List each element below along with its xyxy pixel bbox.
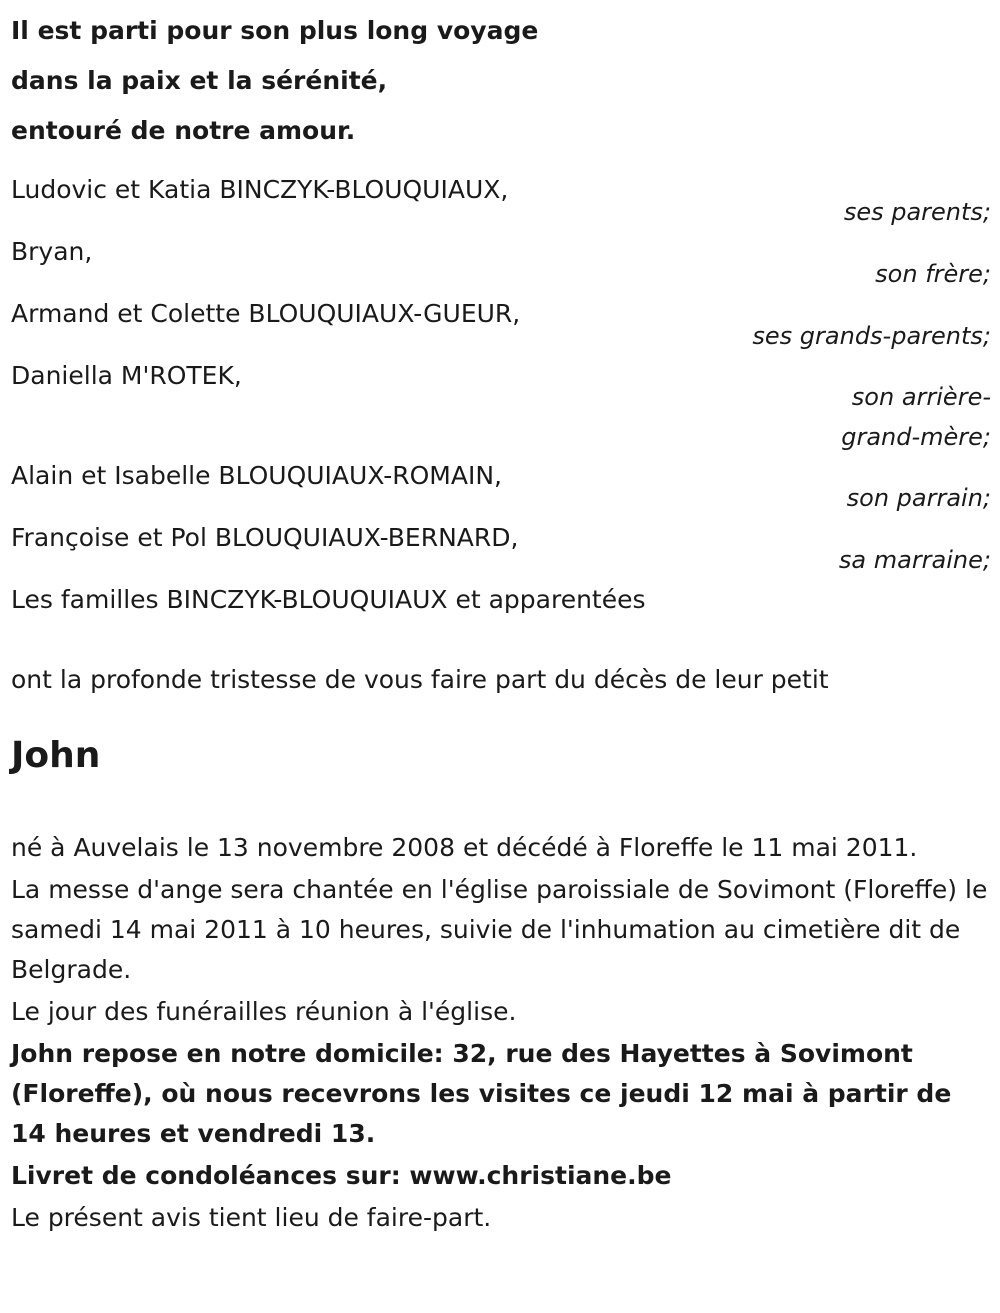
family-member	[11, 169, 991, 233]
family-member-role: sa marraine;	[838, 546, 991, 574]
funeral-details	[11, 828, 991, 1238]
deceased-name: John	[11, 735, 101, 776]
family-member	[11, 517, 991, 581]
family-member	[11, 355, 991, 457]
family-member-role-line: son arrière-	[851, 383, 991, 411]
extended-families: Les familles BINCZYK-BLOUQUIAUX et apparentées	[11, 585, 646, 614]
obituary-notice	[11, 0, 991, 1240]
announcement: ont la profonde tristesse de vous faire part du décès de leur petit	[11, 665, 829, 694]
family-member-name: Armand et Colette BLOUQUIAUX-GUEUR,	[11, 299, 521, 328]
family-member-name: Bryan,	[11, 237, 93, 266]
notice-info: Le présent avis tient lieu de faire-part.	[11, 1203, 492, 1232]
family-member-name: Françoise et Pol BLOUQUIAUX-BERNARD,	[11, 523, 519, 552]
intro-line: dans la paix et la sérénité,	[11, 66, 388, 95]
family-list	[11, 169, 991, 621]
family-member-role: son parrain;	[846, 484, 991, 512]
family-member-role: ses parents;	[843, 198, 991, 226]
family-member-name: Daniella M'ROTEK,	[11, 361, 242, 390]
family-member	[11, 231, 991, 295]
family-member-name: Ludovic et Katia BINCZYK-BLOUQUIAUX,	[11, 175, 509, 204]
family-member-role: ses grands-parents;	[752, 322, 991, 350]
family-member-role-line: grand-mère;	[841, 423, 991, 451]
condolences-info: Livret de condoléances sur: www.christiane.be	[11, 1161, 672, 1190]
family-member	[11, 455, 991, 519]
birth-death-info: né à Auvelais le 13 novembre 2008 et décédé à Floreffe le 11 mai 2011.	[11, 833, 918, 862]
family-member-role: son frère;	[875, 260, 991, 288]
family-member	[11, 293, 991, 357]
family-member-name: Alain et Isabelle BLOUQUIAUX-ROMAIN,	[11, 461, 502, 490]
visitation-info: John repose en notre domicile: 32, rue des Hayettes à Sovimont (Floreffe), où nous recevrons les visites ce jeudi 12 mai à partir de 14 heures et vendredi 13.	[11, 1039, 952, 1148]
intro-verse	[11, 0, 991, 156]
intro-line: Il est parti pour son plus long voyage	[11, 16, 539, 45]
intro-line: entouré de notre amour.	[11, 116, 356, 145]
gathering-info: Le jour des funérailles réunion à l'église.	[11, 997, 517, 1026]
mass-info: La messe d'ange sera chantée en l'église paroissiale de Sovimont (Floreffe) le samedi 14 mai 2011 à 10 heures, suivie de l'inhumation au cimetière dit de Belgrade.	[11, 875, 988, 984]
